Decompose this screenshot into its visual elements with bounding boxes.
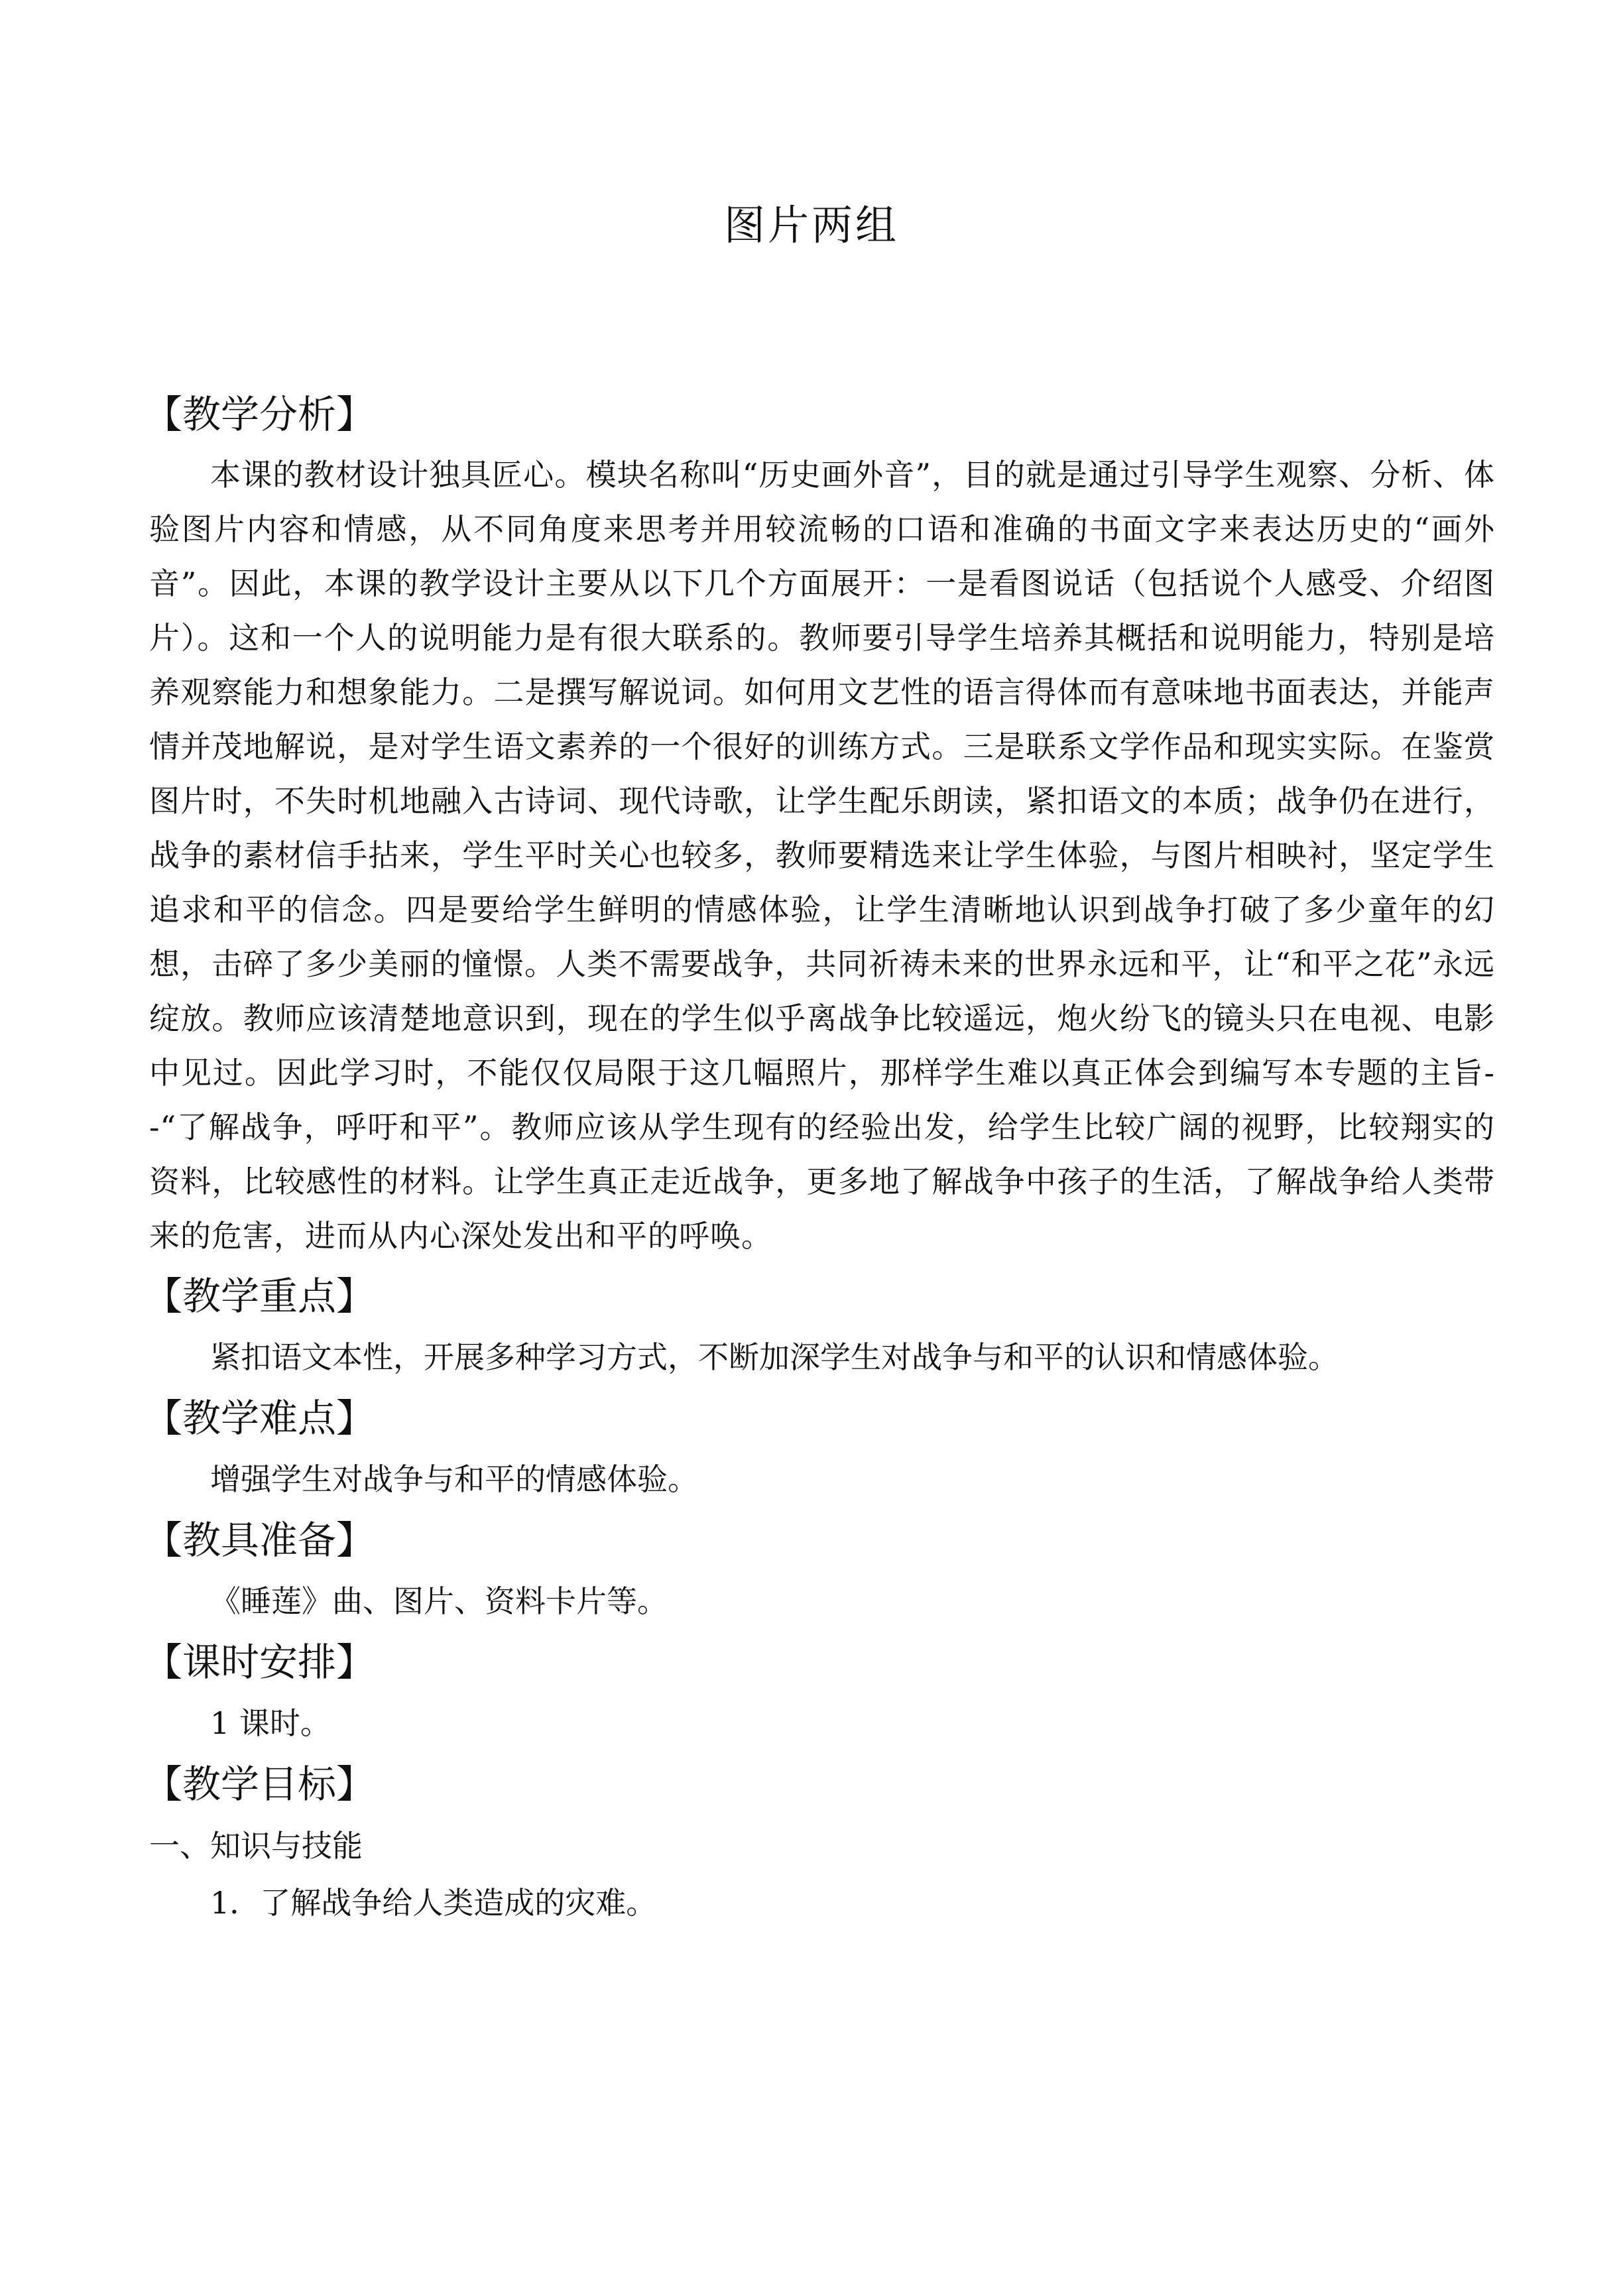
section-heading-difficulties: 【教学难点】	[144, 1396, 375, 1441]
section-heading-objectives: 【教学目标】	[144, 1762, 375, 1807]
section-heading-analysis: 【教学分析】	[144, 392, 375, 437]
schedule-paragraph: 1 课时。	[210, 1705, 331, 1741]
objectives-list-item: 1．了解战争给人类造成的灾难。	[210, 1885, 657, 1921]
document-body	[144, 381, 1495, 1931]
key-points-paragraph: 紧扣语文本性，开展多种学习方式，不断加深学生对战争与和平的认识和情感体验。	[210, 1339, 1339, 1375]
difficulties-paragraph: 增强学生对战争与和平的情感体验。	[210, 1461, 698, 1497]
section-heading-materials: 【教具准备】	[144, 1518, 375, 1563]
materials-paragraph: 《睡莲》曲、图片、资料卡片等。	[210, 1583, 668, 1619]
objectives-sub-heading: 一、知识与技能	[149, 1828, 363, 1864]
analysis-paragraph: 本课的教材设计独具匠心。模块名称叫“历史画外音”，目的就是通过引导学生观察、分析、体验图片内容和情感，从不同角度来思考并用较流畅的口语和准确的书面文字来表达历史的“画外音”。因此，本课的教学设计主要从以下几个方面展开：一是看图说话（包括说个人感受、介绍图片）。这和一个人的说明能力是有很大联系的。教师要引导学生培养其概括和说明能力，特别是培养观察能力和想象能力。二是撰写解说词。如何用文艺性的语言得体而有意味地书面表达，并能声情并茂地解说，是对学生语文素养的一个很好的训练方式。三是联系文学作品和现实实际。在鉴赏图片时，不失时机地融入古诗词、现代诗歌，让学生配乐朗读，紧扣语文的本质；战争仍在进行，战争的素材信手拈来，学生平时关心也较多，教师要精选来让学生体验，与图片相映衬，坚定学生追求和平的信念。四是要给学生鲜明的情感体验，让学生清晰地认识到战争打破了多少童年的幻想，击碎了多少美丽的憧憬。人类不需要战争，共同祈祷未来的世界永远和平，让“和平之花”永远绽放。教师应该清楚地意识到，现在的学生似乎离战争比较遥远，炮火纷飞的镜头只在电视、电影中见过。因此学习时，不能仅仅局限于这几幅照片，那样学生难以真正体会到编写本专题的主旨--“了解战争，呼吁和平”。教师应该从学生现有的经验出发，给学生比较广阔的视野，比较翔实的资料，比较感性的材料。让学生真正走近战争，更多地了解战争中孩子的生活，了解战争给人类带来的危害，进而从内心深处发出和平的呼唤。	[149, 457, 1495, 1254]
section-heading-schedule: 【课时安排】	[144, 1640, 375, 1685]
document-title: 图片两组	[723, 201, 899, 249]
section-heading-key-points: 【教学重点】	[144, 1274, 375, 1319]
